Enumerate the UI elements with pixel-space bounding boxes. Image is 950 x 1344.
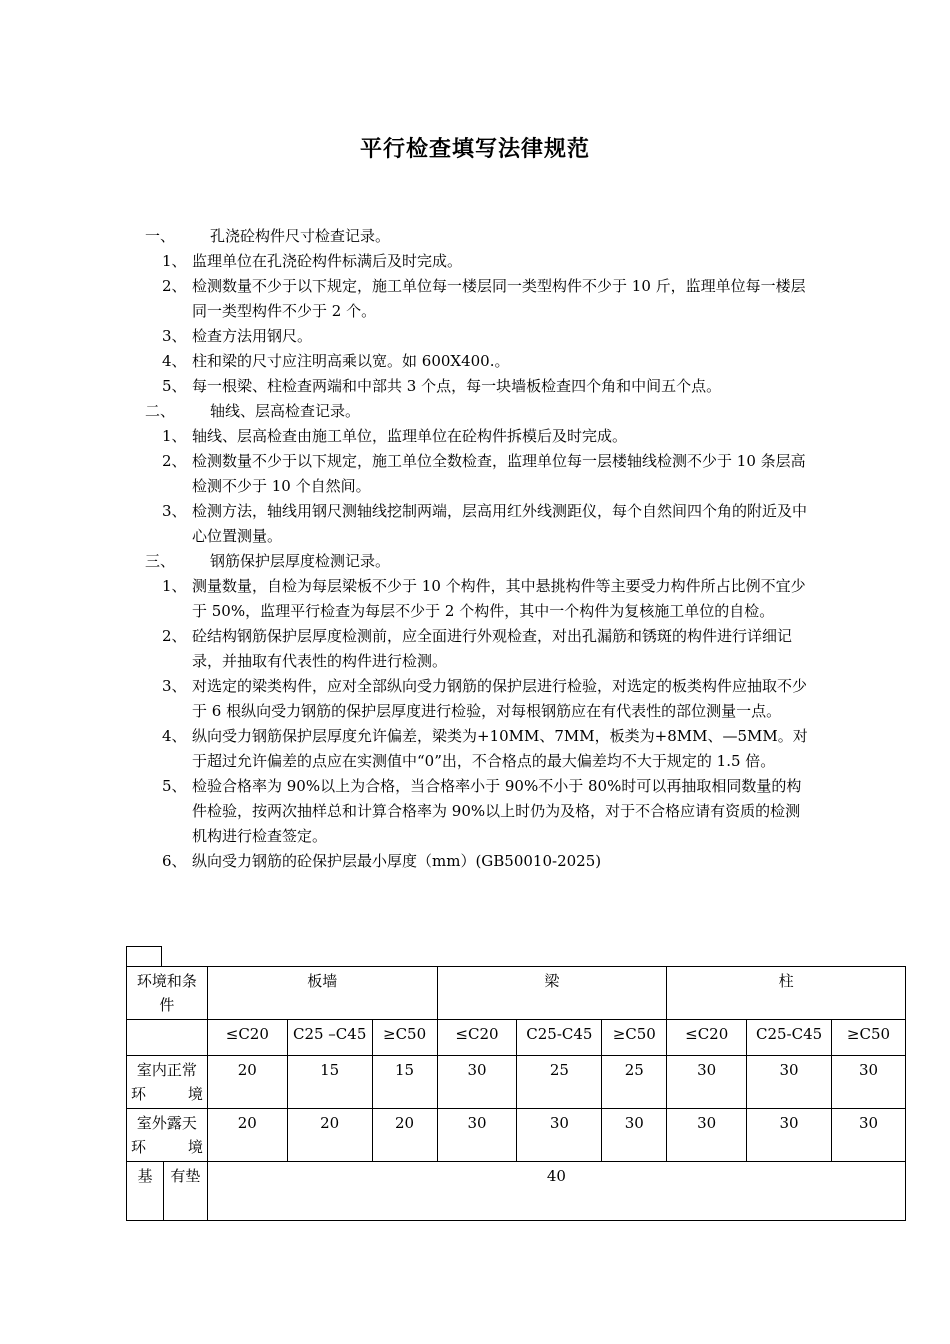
group-header-beam: 梁 xyxy=(437,967,667,1020)
list-item xyxy=(140,724,810,774)
list-item xyxy=(140,624,810,674)
list-item xyxy=(140,374,810,399)
grade-cell: ≥C50 xyxy=(832,1020,906,1056)
item-number: 2、 xyxy=(162,627,187,645)
row-label: 室外露天环境 xyxy=(127,1109,208,1162)
value-cell: 20 xyxy=(372,1109,437,1162)
list-item xyxy=(140,674,810,724)
section-title: 钢筋保护层厚度检测记录。 xyxy=(210,552,391,570)
item-text: 检验合格率为 90%以上为合格，当合格率小于 90%不小于 80%时可以再抽取相同数量的构件检验，按两次抽样总和计算合格率为 90%以上时仍为及格，对于不合格应请有资质的检测机构进行检查签定。 xyxy=(192,777,802,845)
item-text: 对选定的梁类构件，应对全部纵向受力钢筋的保护层进行检验，对选定的板类构件应抽取不少于 6 根纵向受力钢筋的保护层厚度进行检验，对每根钢筋应在有代表性的部位测量一点。 xyxy=(192,677,808,720)
list-item xyxy=(140,774,810,849)
section-title: 孔浇砼构件尺寸检查记录。 xyxy=(210,227,391,245)
section-title: 轴线、层高检查记录。 xyxy=(210,402,361,420)
grade-cell: ≥C50 xyxy=(372,1020,437,1056)
item-text: 检测数量不少于以下规定，施工单位全数检查，监理单位每一层楼轴线检测不少于 10 条层高检测不少于 10 个自然间。 xyxy=(192,452,806,495)
table-header-row xyxy=(127,967,906,1020)
item-text: 砼结构钢筋保护层厚度检测前，应全面进行外观检查，对出孔漏筋和锈斑的构件进行详细记录，并抽取有代表性的构件进行检测。 xyxy=(192,627,793,670)
grade-cell: ≥C50 xyxy=(602,1020,667,1056)
item-number: 5、 xyxy=(162,777,187,795)
item-text: 检查方法用钢尺。 xyxy=(192,327,313,345)
value-cell: 20 xyxy=(207,1056,287,1109)
section-heading xyxy=(140,399,810,424)
list-item xyxy=(140,574,810,624)
table-grade-row xyxy=(127,1020,906,1056)
list-item xyxy=(140,274,810,324)
item-text: 纵向受力钢筋保护层厚度允许偏差，梁类为+10MM、7MM，板类为+8MM、—5MM。对于超过允许偏差的点应在实测值中“0”出，不合格点的最大偏差均不大于规定的 1.5 倍。 xyxy=(192,727,808,770)
item-number: 3、 xyxy=(162,327,187,345)
value-cell: 30 xyxy=(517,1109,602,1162)
item-number: 1、 xyxy=(162,252,187,270)
item-number: 1、 xyxy=(162,577,187,595)
value-cell: 15 xyxy=(372,1056,437,1109)
foundation-label: 基 xyxy=(127,1162,164,1221)
value-cell: 30 xyxy=(747,1109,832,1162)
value-cell: 30 xyxy=(437,1056,517,1109)
foundation-sublabel: 有垫 xyxy=(163,1162,207,1221)
grade-cell: ≤C20 xyxy=(667,1020,747,1056)
value-cell: 20 xyxy=(207,1109,287,1162)
value-cell: 25 xyxy=(517,1056,602,1109)
grade-cell: C25 –C45 xyxy=(287,1020,372,1056)
section-number: 一、 xyxy=(145,227,176,245)
item-text: 检测方法，轴线用钢尺测轴线挖制两端，层高用红外线测距仪，每个自然间四个角的附近及中心位置测量。 xyxy=(192,502,808,545)
page-title: 平行检查填写法律规范 xyxy=(359,136,590,162)
list-item xyxy=(140,349,810,374)
env-header-cell: 环境和条件 xyxy=(127,967,208,1020)
item-text: 纵向受力钢筋的砼保护层最小厚度（mm）(GB50010-2025) xyxy=(192,852,602,870)
item-number: 3、 xyxy=(162,677,187,695)
row-label: 室内正常环境 xyxy=(127,1056,208,1109)
list-item xyxy=(140,849,810,874)
grade-cell: C25-C45 xyxy=(747,1020,832,1056)
value-cell: 30 xyxy=(747,1056,832,1109)
item-number: 4、 xyxy=(162,352,187,370)
list-item xyxy=(140,424,810,449)
item-text: 测量数量，自检为每层梁板不少于 10 个构件，其中悬挑构件等主要受力构件所占比例不宜少于 50%，监理平行检查为每层不少于 2 个构件，其中一个构件为复核施工单位的自检。 xyxy=(192,577,806,620)
value-cell: 25 xyxy=(602,1056,667,1109)
value-cell: 30 xyxy=(832,1056,906,1109)
grade-cell: ≤C20 xyxy=(207,1020,287,1056)
list-item xyxy=(140,499,810,549)
table-row xyxy=(127,1056,906,1109)
foundation-value: 40 xyxy=(207,1162,905,1221)
grade-cell: ≤C20 xyxy=(437,1020,517,1056)
value-cell: 30 xyxy=(602,1109,667,1162)
item-number: 3、 xyxy=(162,502,187,520)
list-item xyxy=(140,449,810,499)
value-cell: 20 xyxy=(287,1109,372,1162)
value-cell: 30 xyxy=(832,1109,906,1162)
cover-thickness-table xyxy=(126,966,906,1221)
item-number: 2、 xyxy=(162,277,187,295)
document-body xyxy=(140,224,810,874)
item-text: 监理单位在孔浇砼构件标满后及时完成。 xyxy=(192,252,463,270)
value-cell: 30 xyxy=(667,1109,747,1162)
section-heading xyxy=(140,549,810,574)
item-number: 4、 xyxy=(162,727,187,745)
item-number: 5、 xyxy=(162,377,187,395)
list-item xyxy=(140,324,810,349)
table-row xyxy=(127,1109,906,1162)
empty-cell xyxy=(127,1020,208,1056)
group-header-slab-wall: 板墙 xyxy=(207,967,437,1020)
value-cell: 30 xyxy=(667,1056,747,1109)
table-row-foundation xyxy=(127,1162,906,1221)
item-number: 2、 xyxy=(162,452,187,470)
value-cell: 15 xyxy=(287,1056,372,1109)
item-text: 轴线、层高检查由施工单位，监理单位在砼构件拆模后及时完成。 xyxy=(192,427,628,445)
list-item xyxy=(140,249,810,274)
value-cell: 30 xyxy=(437,1109,517,1162)
item-text: 柱和梁的尺寸应注明高乘以宽。如 600X400.。 xyxy=(192,352,510,370)
section-number: 三、 xyxy=(145,552,176,570)
item-text: 每一根梁、柱检查两端和中部共 3 个点，每一块墙板检查四个角和中间五个点。 xyxy=(192,377,722,395)
item-number: 6、 xyxy=(162,852,187,870)
table-anchor-box xyxy=(126,946,162,967)
item-number: 1、 xyxy=(162,427,187,445)
grade-cell: C25-C45 xyxy=(517,1020,602,1056)
item-text: 检测数量不少于以下规定，施工单位每一楼层同一类型构件不少于 10 斤，监理单位每一楼层同一类型构件不少于 2 个。 xyxy=(192,277,806,320)
section-heading xyxy=(140,224,810,249)
section-number: 二、 xyxy=(145,402,176,420)
group-header-column: 柱 xyxy=(667,967,906,1020)
